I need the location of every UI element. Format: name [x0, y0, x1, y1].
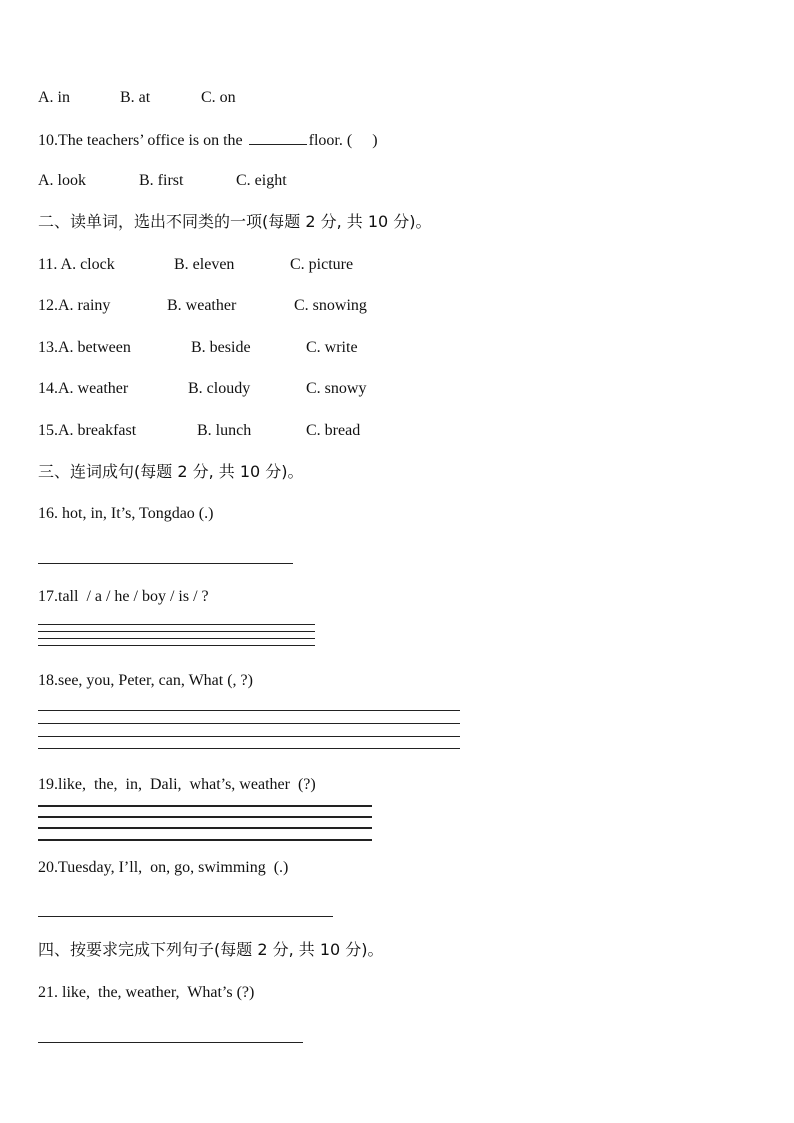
q21-prompt: 21. like, the, weather, What’s (?): [38, 984, 255, 1001]
q10-option-a: A. look: [38, 172, 86, 189]
q20-prompt: 20.Tuesday, I’ll, on, go, swimming (.): [38, 859, 289, 876]
q15-option-a: 15.A. breakfast: [38, 422, 137, 439]
q12-option-a: 12.A. rainy: [38, 297, 111, 314]
q10-option-b: B. first: [139, 172, 184, 189]
q14-option-b: B. cloudy: [188, 380, 251, 397]
q19-answer-line[interactable]: [38, 839, 372, 841]
q11-option-a: 11. A. clock: [38, 256, 115, 273]
q10-text-after: floor. ( ): [308, 132, 378, 149]
q19-answer-line[interactable]: [38, 805, 372, 807]
q14-option-a: 14.A. weather: [38, 380, 129, 397]
q12-option-b: B. weather: [167, 297, 237, 314]
q19-prompt: 19.like, the, in, Dali, what’s, weather (?): [38, 776, 316, 793]
q17-answer-line[interactable]: [38, 638, 315, 639]
section4-title: 四、按要求完成下列句子(每题 2 分, 共 10 分)。: [38, 940, 384, 959]
q17-prompt: 17.tall / a / he / boy / is / ?: [38, 588, 209, 605]
q20-answer-line[interactable]: [38, 916, 333, 917]
q19-answer-line[interactable]: [38, 827, 372, 829]
q10-option-c: C. eight: [236, 172, 287, 189]
q9-option-b: B. at: [120, 89, 151, 106]
q18-answer-line[interactable]: [38, 710, 460, 711]
q10-stem: [38, 130, 378, 151]
section3-title: 三、连词成句(每题 2 分, 共 10 分)。: [38, 462, 304, 481]
q12-option-c: C. snowing: [294, 297, 367, 314]
q9-option-a: A. in: [38, 89, 70, 106]
q15-option-b: B. lunch: [197, 422, 252, 439]
q21-answer-line[interactable]: [38, 1042, 303, 1043]
q17-answer-line[interactable]: [38, 631, 315, 632]
q18-answer-line[interactable]: [38, 723, 460, 724]
q17-answer-line[interactable]: [38, 624, 315, 625]
q17-answer-line[interactable]: [38, 645, 315, 646]
q13-option-c: C. write: [306, 339, 358, 356]
q10-blank[interactable]: [249, 130, 307, 145]
q16-prompt: 16. hot, in, It’s, Tongdao (.): [38, 505, 214, 522]
q13-option-a: 13.A. between: [38, 339, 131, 356]
q16-answer-line[interactable]: [38, 563, 293, 564]
q11-option-c: C. picture: [290, 256, 354, 273]
q18-answer-line[interactable]: [38, 736, 460, 737]
q11-option-b: B. eleven: [174, 256, 235, 273]
q14-option-c: C. snowy: [306, 380, 367, 397]
q10-text-before: 10.The teachers’ office is on the: [38, 132, 247, 149]
q19-answer-line[interactable]: [38, 816, 372, 818]
q18-answer-line[interactable]: [38, 748, 460, 749]
q18-prompt: 18.see, you, Peter, can, What (, ?): [38, 672, 253, 689]
q9-option-c: C. on: [201, 89, 236, 106]
q15-option-c: C. bread: [306, 422, 361, 439]
q13-option-b: B. beside: [191, 339, 251, 356]
section2-title: 二、读单词，选出不同类的一项(每题 2 分, 共 10 分)。: [38, 212, 432, 231]
